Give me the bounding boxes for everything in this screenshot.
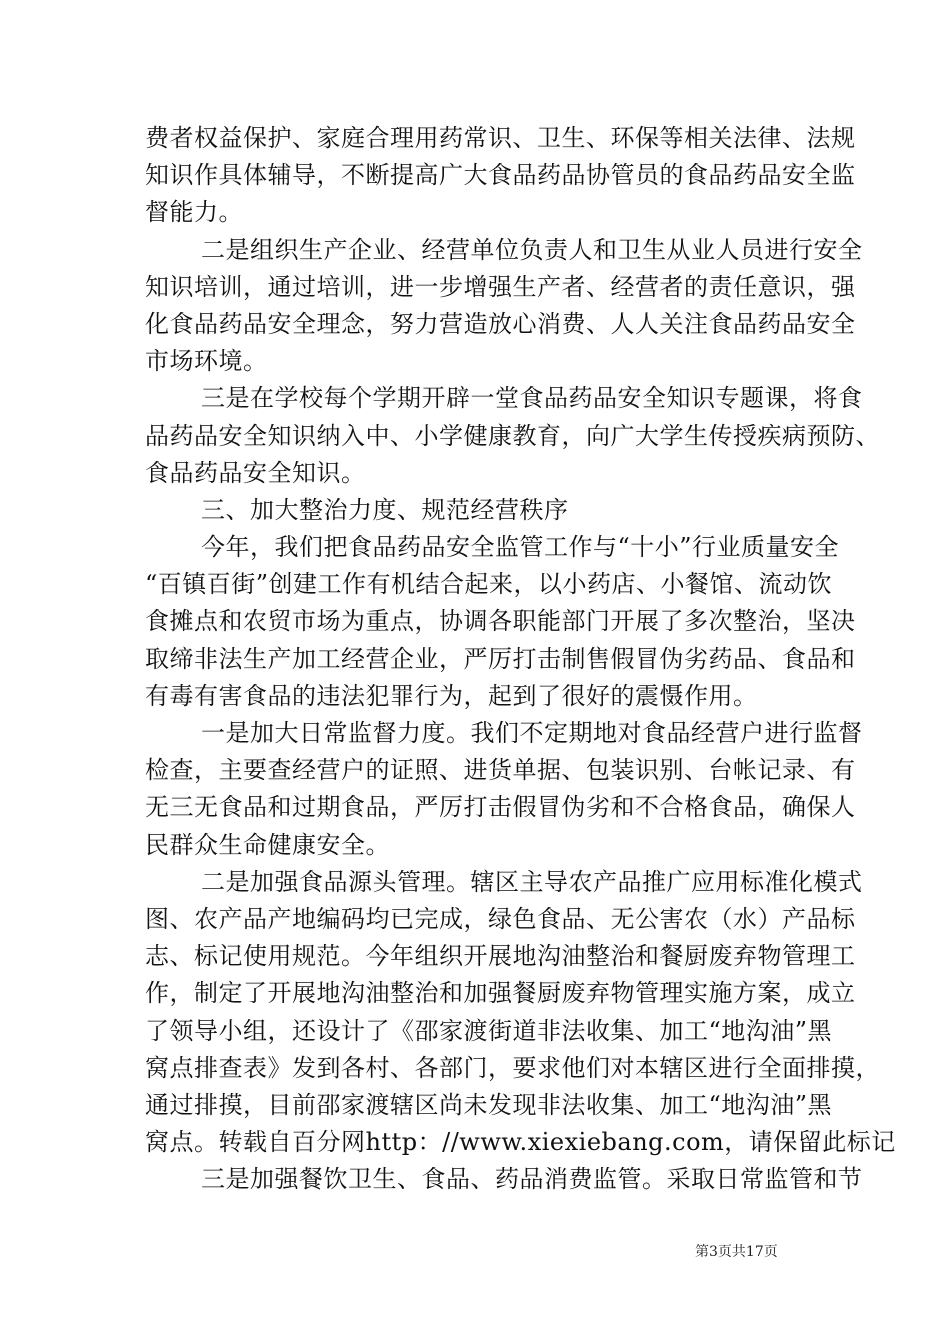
text-line: 窝点。转载自百分网http：//www.xiexiebang.com，请保留此标记: [145, 1128, 896, 1157]
text-line: 化食品药品安全理念，努力营造放心消费、人人关注食品药品安全: [145, 309, 856, 338]
page-number: 第3页共17页: [695, 1244, 778, 1260]
text-line: 通过排摸，目前邵家渡辖区尚未发现非法收集、加工“地沟油”黑: [145, 1090, 833, 1119]
text-line: 三、加大整治力度、规范经营秩序: [201, 495, 569, 524]
text-line: 费者权益保护、家庭合理用药常识、卫生、环保等相关法律、法规: [145, 124, 856, 152]
text-line: 三是在学校每个学期开辟一堂食品药品安全知识专题课，将食: [201, 384, 863, 413]
text-line: 市场环境。: [145, 347, 268, 376]
text-line: 民群众生命健康安全。: [145, 830, 390, 859]
text-line: 窝点排查表》发到各村、各部门，要求他们对本辖区进行全面排摸，: [145, 1053, 880, 1082]
text-line: 食品药品安全知识。: [145, 458, 366, 487]
text-line: 志、标记使用规范。今年组织开展地沟油整治和餐厨废弃物管理工: [145, 942, 856, 971]
text-line: 今年，我们把食品药品安全监管工作与“十小”行业质量安全: [201, 533, 840, 562]
text-line: 二是组织生产企业、经营单位负责人和卫生从业人员进行安全: [201, 235, 863, 264]
text-line: 图、农产品产地编码均已完成，绿色食品、无公害农（水）产品标: [145, 904, 856, 933]
text-line: 无三无食品和过期食品，严厉打击假冒伪劣和不合格食品，确保人: [145, 793, 856, 822]
text-line: “百镇百街”创建工作有机结合起来，以小药店、小餐馆、流动饮: [145, 570, 833, 599]
text-line: 知识作具体辅导，不断提高广大食品药品协管员的食品药品安全监: [145, 161, 856, 190]
text-line: 作，制定了开展地沟油整治和加强餐厨废弃物管理实施方案，成立: [145, 979, 856, 1008]
text-line: 督能力。: [145, 198, 243, 227]
text-line: 了领导小组，还设计了《邵家渡街道非法收集、加工“地沟油”黑: [145, 1016, 833, 1045]
text-line: 食摊点和农贸市场为重点，协调各职能部门开展了多次整治，坚决: [145, 607, 856, 636]
text-line: 取缔非法生产加工经营企业，严厉打击制售假冒伪劣药品、食品和: [145, 644, 856, 673]
text-line: 一是加大日常监督力度。我们不定期地对食品经营户进行监督: [201, 719, 863, 747]
text-line: 知识培训，通过培训，进一步增强生产者、经营者的责任意识，强: [145, 272, 856, 301]
text-line: 有毒有害食品的违法犯罪行为，起到了很好的震慑作用。: [145, 681, 758, 710]
text-line: 检查，主要查经营户的证照、进货单据、包装识别、台帐记录、有: [145, 756, 856, 785]
text-line: 三是加强餐饮卫生、食品、药品消费监管。采取日常监管和节: [201, 1165, 863, 1194]
text-line: 二是加强食品源头管理。辖区主导农产品推广应用标准化模式: [201, 867, 863, 896]
text-line: 品药品安全知识纳入中、小学健康教育，向广大学生传授疾病预防、: [145, 421, 880, 450]
document-body: [145, 120, 896, 1198]
